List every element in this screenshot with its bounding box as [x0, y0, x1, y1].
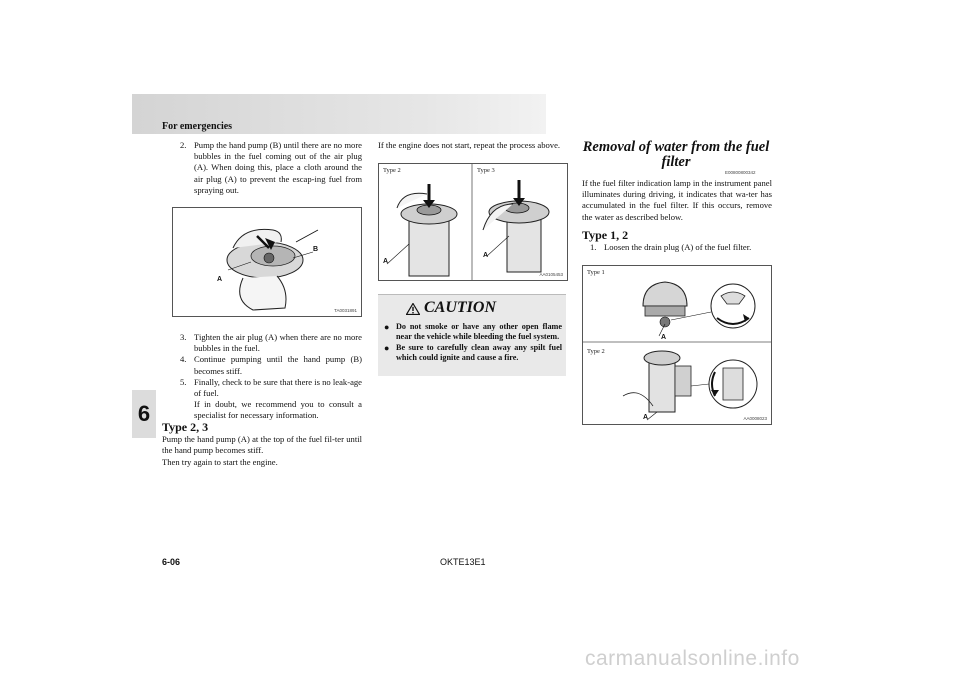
- type-2-3-text-2: Then try again to start the engine.: [162, 456, 278, 467]
- page-number: 6-06: [162, 557, 181, 567]
- left-column: [180, 140, 362, 196]
- type-2-label: Type 2: [587, 348, 605, 355]
- caution-box: [378, 294, 566, 376]
- type-2-label: Type 2: [383, 167, 401, 174]
- middle-intro: If the engine does not start, repeat the process above.: [378, 140, 561, 150]
- drain-step-1: 1. Loosen the drain plug (A) of the fuel filter.: [590, 242, 752, 253]
- section-heading: Removal of water from the fuel filter: [582, 139, 770, 170]
- caution-bullet: ● Be sure to carefully clean away any spilt fuel which could ignite and cause a fire.: [384, 342, 562, 363]
- hand-pump-figure: [172, 207, 362, 317]
- step-4: 4. Continue pumping until the hand pump (B) becomes stiff.: [180, 354, 362, 376]
- label-a-type3: A: [483, 252, 489, 259]
- caution-bullet: ● Do not smoke or have any other open flame near the vehicle while bleeding the fuel system.: [384, 322, 562, 342]
- type-2-3-heading: Type 2, 3: [162, 420, 209, 434]
- figure-code: AA0008023: [743, 416, 767, 421]
- type-2-3-text: Pump the hand pump (A) at the top of the fuel fil-ter until the hand pump becomes stiff.: [162, 434, 362, 456]
- type-1-label: Type 1: [587, 269, 605, 276]
- water-removal-intro: If the fuel filter indication lamp in the instrument panel illuminates during driving, it indicates that wa-ter has accumulated in the fuel filter. If this occurs, remove the water as described below.: [582, 178, 772, 222]
- drain-plug-figure: [582, 265, 772, 425]
- label-b: B: [313, 246, 319, 253]
- step-2: 2. Pump the hand pump (B) until there are no more bubbles in the fuel coming out of the air plug (A). When doing this, place a cloth around the air plug (A) to prevent the escap-ing fuel from spraying out.: [180, 140, 362, 195]
- figure-code: AA0105453: [539, 272, 563, 277]
- warning-triangle-icon: [406, 303, 420, 315]
- step-5: 5. Finally, check to be sure that there is no leak-age of fuel.: [180, 376, 362, 399]
- label-a-type2: A: [383, 258, 389, 265]
- chapter-tab: 6: [132, 390, 156, 438]
- bullet-icon: ●: [384, 322, 390, 332]
- right-column-text: [582, 178, 772, 253]
- filter-pump-illustration: [379, 164, 567, 280]
- document-code: OKTE13E1: [440, 557, 486, 567]
- type-3-label: Type 3: [477, 167, 495, 174]
- watermark: carmanualsonline.info: [585, 647, 800, 670]
- left-column-steps: [180, 332, 362, 422]
- type-2-3-section: [162, 414, 362, 468]
- label-a: A: [217, 276, 223, 283]
- section-title: For emergencies: [162, 121, 233, 132]
- figure-code: TA0031891: [334, 308, 357, 313]
- bullet-icon: ●: [384, 342, 390, 353]
- hand-pump-illustration: [173, 208, 361, 316]
- reference-code: E00800800342: [725, 170, 756, 175]
- step-3: 3. Tighten the air plug (A) when there are no more bubbles in the fuel.: [180, 332, 362, 354]
- caution-title: CAUTION: [424, 299, 497, 316]
- caution-list: [384, 322, 562, 364]
- type-1-2-heading: Type 1, 2: [582, 227, 629, 242]
- type-2-3-figure: [378, 163, 568, 281]
- label-a-type1: A: [661, 334, 667, 341]
- label-a-type2: A: [643, 414, 649, 421]
- step-5-note: If in doubt, we recommend you to consult a specialist for necessary information.: [194, 399, 362, 421]
- drain-plug-illustration: [583, 266, 771, 424]
